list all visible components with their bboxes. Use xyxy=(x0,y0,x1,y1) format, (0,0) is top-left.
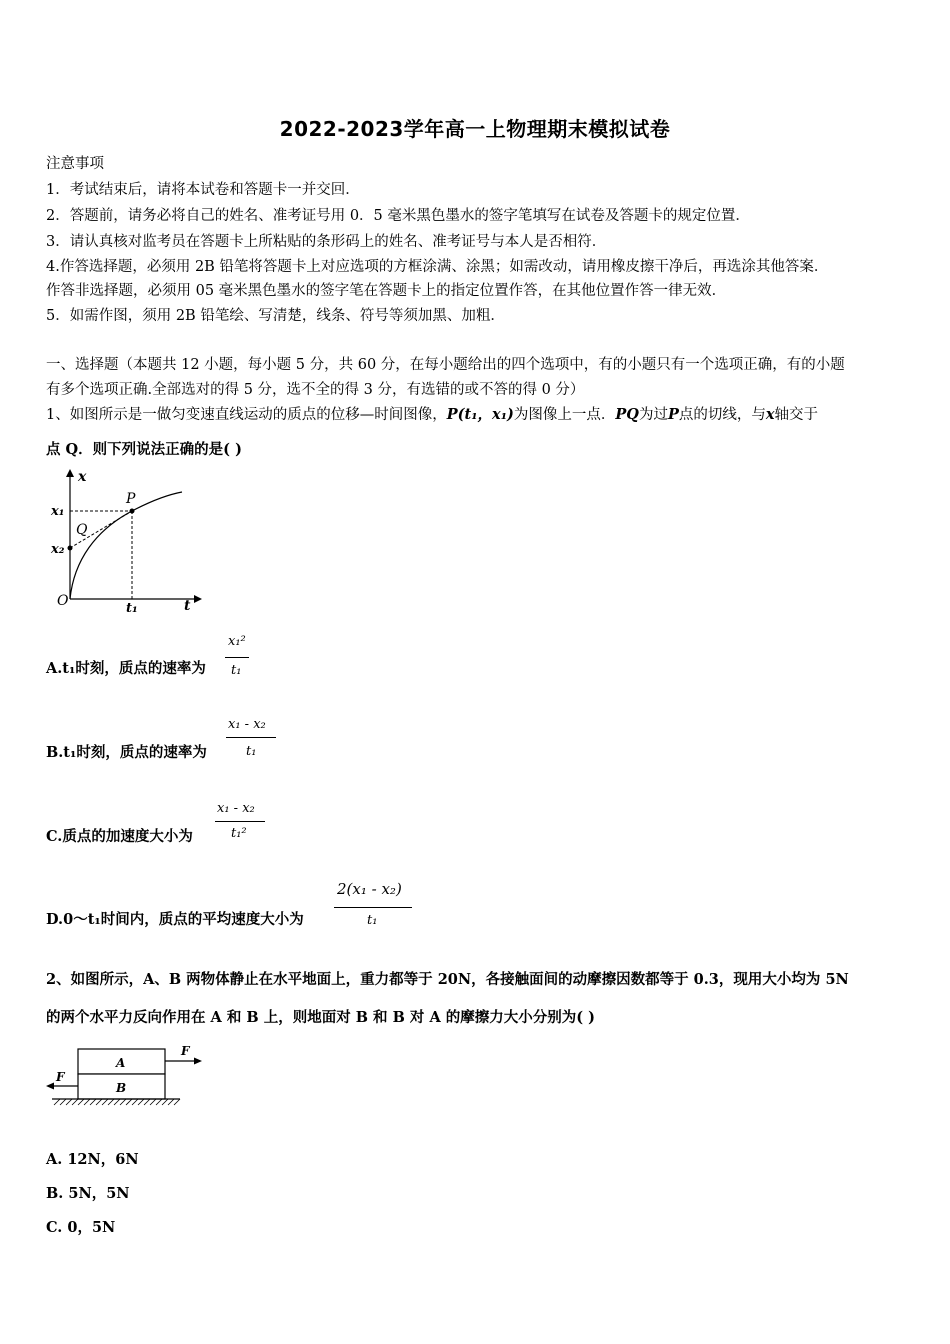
notice-item-3: 3．请认真核对监考员在答题卡上所粘贴的条形码上的姓名、准考证号与本人是否相符． xyxy=(46,234,607,250)
section-1-intro-line-1: 一、选择题（本题共 12 小题，每小题 5 分，共 60 分，在每小题给出的四个选项中，有的小题只有一个选项正确，有的小题 xyxy=(46,357,845,373)
q1-option-d-bar xyxy=(334,907,412,908)
q1-option-a-bar xyxy=(225,657,249,658)
notice-item-4: 4.作答选择题，必须用 2B 铅笔将答题卡上对应选项的方框涂满、涂黑；如需改动，请用橡皮擦干净后，再选涂其他答案． xyxy=(46,259,829,275)
q1-option-d-text: D.0～t₁时间内，质点的平均速度大小为 xyxy=(46,911,304,928)
q1-option-a-fraction xyxy=(225,634,251,684)
graph-label-origin: O xyxy=(57,593,69,609)
block-a-label: A xyxy=(116,1056,126,1070)
q1-text-e: 轴交于 xyxy=(774,407,819,423)
q1-option-b-bar xyxy=(226,737,276,738)
section-1-intro-line-2: 有多个选项正确.全部选对的得 5 分，选不全的得 3 分，有选错的或不答的得 0 分） xyxy=(46,382,585,398)
notice-item-6: 5．如需作图，须用 2B 铅笔绘、写清楚，线条、符号等须加黑、加粗． xyxy=(46,308,505,324)
ground-hatch xyxy=(54,1099,180,1105)
graph-curve xyxy=(70,492,182,599)
q1-option-a-text: A.t₁时刻，质点的速率为 xyxy=(46,660,206,677)
page-title: 2022-2023学年高一上物理期末模拟试卷 xyxy=(279,117,671,141)
q1-text-c: 为过 xyxy=(638,407,668,423)
force-arrow-right-icon xyxy=(194,1058,202,1065)
block-b-label: B xyxy=(116,1081,127,1095)
notice-item-5: 作答非选择题，必须用 05 毫米黑色墨水的签字笔在答题卡上的指定位置作答，在其他位置作答一律无效． xyxy=(46,283,727,299)
q1-option-d-fraction xyxy=(334,880,414,936)
question-1-stem-line-1 xyxy=(46,403,818,424)
graph-label-p: P xyxy=(126,491,136,507)
force-top-label: F xyxy=(181,1044,190,1058)
graph-label-x: x xyxy=(78,469,87,485)
force-bottom-label: F xyxy=(56,1070,65,1084)
q1-option-c-bar xyxy=(215,821,265,822)
q1-option-b-denominator: t₁ xyxy=(246,744,257,759)
question-1-stem-line-2: 点 Q．则下列说法正确的是( ) xyxy=(46,441,242,458)
notice-heading: 注意事项 xyxy=(46,156,104,172)
notice-item-1: 1．考试结束后，请将本试卷和答题卡一并交回． xyxy=(46,182,360,198)
q1-option-a-numerator: x₁² xyxy=(228,634,246,649)
q1-option-c-denominator: t₁² xyxy=(231,826,247,841)
graph-label-t: t xyxy=(184,598,191,614)
graph-y-arrow-icon xyxy=(66,469,74,477)
blocks-figure xyxy=(44,1043,209,1111)
force-arrow-left-icon xyxy=(46,1083,54,1090)
q2-option-c: C. 0，5N xyxy=(46,1219,116,1236)
position-time-graph xyxy=(46,465,206,615)
q1-option-b-numerator: x₁ - x₂ xyxy=(228,717,266,732)
q2-option-b: B. 5N，5N xyxy=(46,1185,130,1202)
q1-sym-pq: PQ xyxy=(615,406,639,423)
q1-sym-p: P xyxy=(667,406,679,423)
q1-text-b: 为图像上一点． xyxy=(513,407,616,423)
graph-point-p xyxy=(130,509,135,514)
graph-label-x2: x₂ xyxy=(51,542,65,557)
q1-option-d-numerator: 2(x₁ - x₂) xyxy=(337,880,402,898)
question-2-stem-line-1: 2、如图所示，A、B 两物体静止在水平地面上，重力都等于 20N，各接触面间的动摩擦因数都等于 0.3，现用大小均为 5N xyxy=(46,971,849,988)
q1-text-d: 点的切线，与 xyxy=(678,407,766,423)
q1-option-c-numerator: x₁ - x₂ xyxy=(217,801,255,816)
q1-option-b-text: B.t₁时刻，质点的速率为 xyxy=(46,744,207,761)
q1-option-a-denominator: t₁ xyxy=(231,663,242,678)
graph-x-arrow-icon xyxy=(194,595,202,603)
q1-option-c-text: C.质点的加速度大小为 xyxy=(46,828,193,845)
q1-point-label: P(t₁，x₁) xyxy=(446,406,514,423)
question-2-stem-line-2: 的两个水平力反向作用在 A 和 B 上，则地面对 B 和 B 对 A 的摩擦力大小分别为( ) xyxy=(46,1009,596,1026)
q2-option-a: A. 12N，6N xyxy=(46,1151,139,1168)
q1-option-c-fraction xyxy=(215,801,267,851)
graph-point-x2 xyxy=(68,546,73,551)
q1-text-a: 1、如图所示是一做匀变速直线运动的质点的位移—时间图像， xyxy=(46,407,447,423)
q1-option-b-fraction xyxy=(226,717,278,767)
q1-sym-x: x xyxy=(765,406,775,423)
graph-label-t1: t₁ xyxy=(126,601,138,615)
q1-option-d-denominator: t₁ xyxy=(367,913,378,928)
graph-label-q: Q xyxy=(76,522,88,538)
notice-item-2: 2．答题前，请务必将自己的姓名、准考证号用 0．5 毫米黑色墨水的签字笔填写在试卷及答题卡的规定位置． xyxy=(46,208,750,224)
graph-label-x1: x₁ xyxy=(51,504,65,519)
